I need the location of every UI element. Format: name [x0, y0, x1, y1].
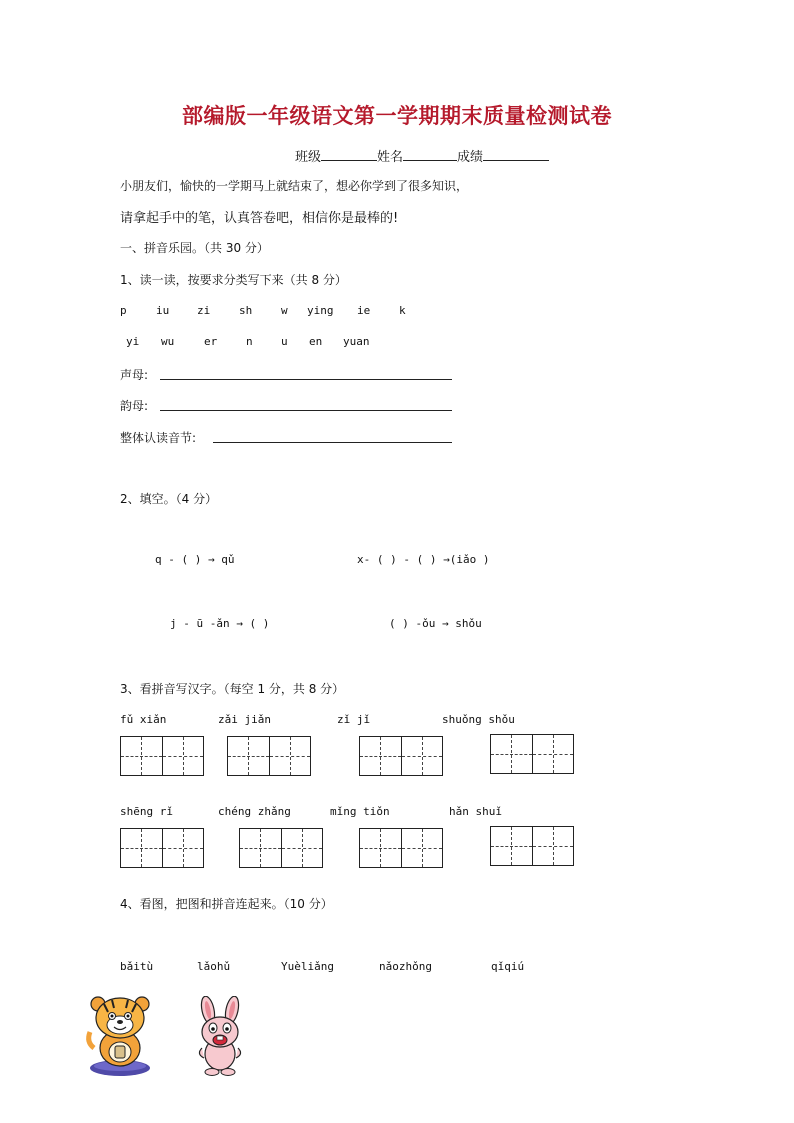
q4-pinyin[interactable]: nǎozhǒng — [379, 960, 432, 973]
q4-title: 4、看图，把图和拼音连起来。（10 分） — [120, 897, 333, 911]
q2-item-2: x- ( ) - ( ) →(iǎo ) — [357, 553, 490, 566]
initials-label: 声母: — [120, 368, 149, 382]
pinyin-item: en — [309, 335, 323, 348]
pinyin-item: p — [120, 304, 127, 317]
q2-item-4: ( ) -ǒu → shǒu — [389, 617, 482, 630]
q3-pinyin: mǐng tiǒn — [330, 805, 390, 818]
tianzige-box[interactable] — [490, 826, 574, 866]
tianzige-box[interactable] — [359, 736, 443, 776]
pinyin-item: iu — [156, 304, 170, 317]
header-fields — [295, 146, 549, 165]
tianzige-box[interactable] — [490, 734, 574, 774]
q2-item-3: j - ū -ǎn → ( ) — [170, 617, 270, 630]
pinyin-item: yuan — [343, 335, 370, 348]
tianzige-box[interactable] — [359, 828, 443, 868]
intro-line-1: 小朋友们，愉快的一学期马上就结束了，想必你学到了很多知识， — [120, 179, 469, 193]
intro-line-2: 请拿起手中的笔，认真答卷吧，相信你是最棒的! — [120, 211, 399, 226]
q3-pinyin: zǐ jǐ — [337, 713, 371, 726]
pinyin-item: yi — [126, 335, 140, 348]
q4-pinyin[interactable]: lǎohǔ — [197, 960, 231, 973]
pinyin-item: zi — [197, 304, 211, 317]
q3-pinyin: shuǒng shǒu — [442, 713, 515, 726]
score-label: 成绩 — [457, 150, 484, 165]
pinyin-item: ie — [357, 304, 371, 317]
tianzige-box[interactable] — [120, 736, 204, 776]
pinyin-item: wu — [161, 335, 175, 348]
name-blank[interactable] — [403, 148, 457, 161]
q2-item-1: q - ( ) → qǔ — [155, 553, 235, 566]
score-blank[interactable] — [483, 148, 549, 161]
tianzige-box[interactable] — [227, 736, 311, 776]
q4-pinyin[interactable]: qǐqiú — [491, 960, 525, 973]
q3-pinyin: fǔ xiǎn — [120, 713, 167, 726]
pinyin-item: sh — [239, 304, 253, 317]
name-label: 姓名 — [377, 150, 404, 165]
page-title: 部编版一年级语文第一学期期末质量检测试卷 — [182, 103, 612, 128]
finals-answer-line[interactable] — [160, 410, 452, 411]
pinyin-item: er — [204, 335, 218, 348]
rabbit-cartoon[interactable] — [188, 996, 252, 1078]
section-1-heading: 一、拼音乐园。（共 30 分） — [120, 241, 269, 255]
finals-label: 韵母: — [120, 399, 149, 413]
q3-title: 3、看拼音写汉字。（每空 1 分，共 8 分） — [120, 682, 345, 696]
q3-pinyin: shēng rǐ — [120, 805, 173, 818]
pinyin-item: ying — [307, 304, 334, 317]
pinyin-item: u — [281, 335, 288, 348]
class-label: 班级 — [295, 150, 322, 165]
q2-title: 2、填空。（4 分） — [120, 492, 218, 506]
q4-pinyin[interactable]: Yuèliǎng — [281, 960, 334, 973]
q3-pinyin: hǎn shuǐ — [449, 805, 502, 818]
q3-pinyin: chéng zhǎng — [218, 805, 291, 818]
pinyin-item: n — [246, 335, 253, 348]
whole-syllable-label: 整体认读音节: — [120, 431, 197, 445]
q1-title: 1、读一读，按要求分类写下来（共 8 分） — [120, 273, 347, 287]
pinyin-item: w — [281, 304, 288, 317]
q4-pinyin[interactable]: bǎitù — [120, 960, 154, 973]
tiger-cartoon[interactable] — [82, 992, 158, 1078]
whole-syllable-answer-line[interactable] — [213, 442, 452, 443]
class-blank[interactable] — [321, 148, 377, 161]
pinyin-item: k — [399, 304, 406, 317]
initials-answer-line[interactable] — [160, 379, 452, 380]
tianzige-box[interactable] — [239, 828, 323, 868]
tianzige-box[interactable] — [120, 828, 204, 868]
q3-pinyin: zǎi jiǎn — [218, 713, 271, 726]
